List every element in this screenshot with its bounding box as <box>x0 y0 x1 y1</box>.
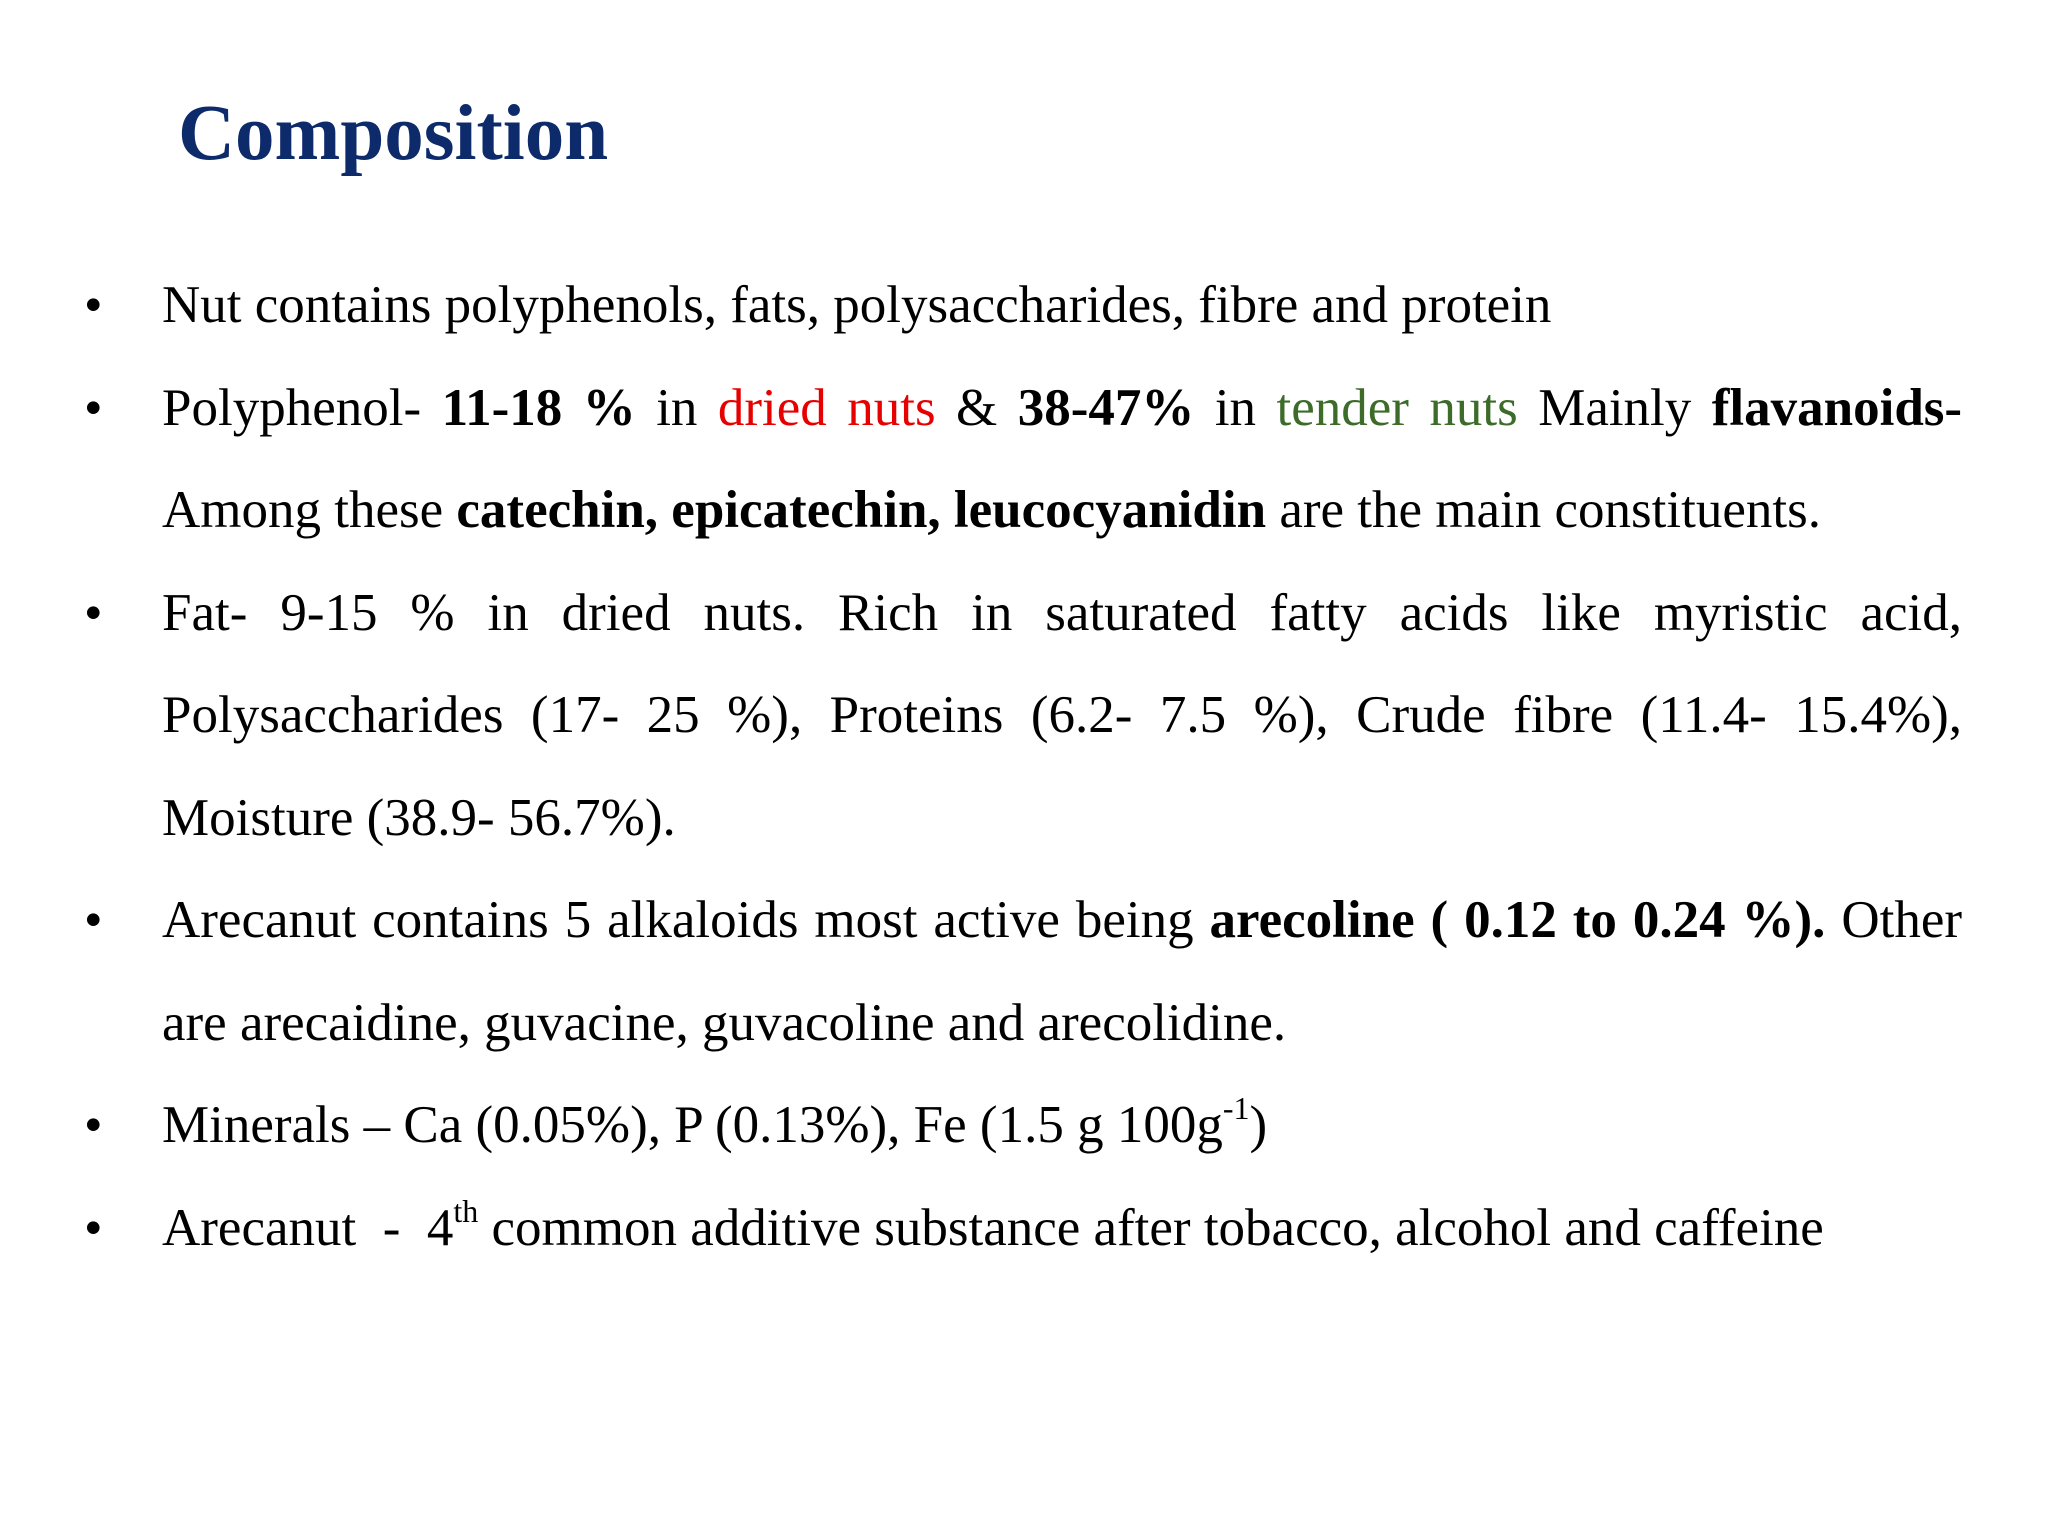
bullet-text: Mainly <box>1538 378 1692 437</box>
bullet-list <box>0 254 2048 1279</box>
bullet-text: in <box>1214 378 1257 437</box>
slide-title: Composition <box>178 90 609 177</box>
bullet-text: Minerals – Ca (0.05%), P (0.13%), Fe (1.5 g 100g <box>162 1096 1223 1154</box>
bullet-text: are the main constituents. <box>1279 481 1821 539</box>
bullet-text: Fat- 9-15 % in dried nuts. Rich in saturated fatty acids like myristic acid, Polysaccharides (17- 25 %), Proteins (6.2- 7.5 %), Crude fibre (11.4- 15.4%), Moisture (38.9- 56.7%). <box>162 583 1962 847</box>
bullet-item-fat <box>0 562 1962 870</box>
bullet-text: in <box>656 378 698 437</box>
bold-text: arecoline ( 0.12 to 0.24 %). <box>1209 891 1826 949</box>
dried-nuts-highlight: dried nuts <box>717 378 936 437</box>
bullet-dot-icon: • <box>84 583 103 642</box>
bullet-text: Nut contains polyphenols, fats, polysaccharides, fibre and protein <box>162 276 1552 334</box>
bullet-text: Other are arecaidine, guvacine, guvacoline and arecolidine. <box>162 891 1963 1052</box>
bold-text: catechin, epicatechin, leucocyanidin <box>456 481 1267 539</box>
bullet-text: Arecanut - 4 <box>162 1198 454 1257</box>
bullet-dot-icon: • <box>84 891 103 949</box>
bullet-item-nut-contents <box>0 254 1962 357</box>
bullet-dot-icon: • <box>84 276 103 334</box>
bold-text: 11-18 % <box>441 378 636 437</box>
bullet-dot-icon: • <box>84 378 103 437</box>
bold-text: flavanoids- <box>1711 378 1963 437</box>
bullet-text: Among these <box>162 481 444 539</box>
bullet-item-alkaloids <box>0 869 1962 1074</box>
bullet-text: & <box>956 378 998 437</box>
bullet-dot-icon: • <box>84 1096 103 1154</box>
bullet-text: Arecanut contains 5 alkaloids most active being <box>162 891 1194 949</box>
tender-nuts-highlight: tender nuts <box>1276 378 1518 437</box>
bullet-dot-icon: • <box>84 1198 103 1257</box>
bullet-item-polyphenol <box>0 357 1962 562</box>
bullet-item-minerals <box>0 1074 1962 1177</box>
bold-text: 38-47% <box>1017 378 1195 437</box>
bullet-text: common additive substance after tobacco, alcohol and caffeine <box>478 1198 1824 1257</box>
bullet-item-additive <box>0 1177 1962 1280</box>
superscript: th <box>453 1192 479 1229</box>
superscript: -1 <box>1222 1090 1250 1127</box>
bullet-text: Polyphenol- <box>162 378 422 437</box>
bullet-text: ) <box>1249 1096 1268 1154</box>
